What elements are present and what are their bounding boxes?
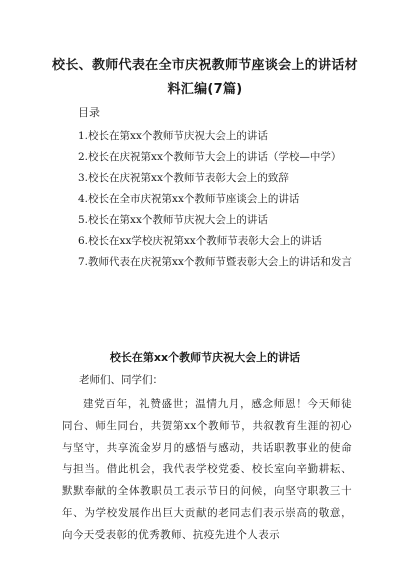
speech-greeting: 老师们、同学们：	[79, 374, 163, 386]
section-title: 校长在第xx个教师节庆祝大会上的讲话	[109, 351, 301, 364]
toc-item-4: 4.校长在全市庆祝第xx个教师节座谈会上的讲话	[78, 193, 300, 205]
table-of-contents	[62, 126, 362, 273]
toc-item-2: 2.校长在庆祝第xx个教师节大会上的讲话（学校—中学）	[78, 151, 342, 163]
toc-heading: 目录	[78, 106, 100, 119]
toc-item-5: 5.校长在第xx个教师节庆祝大会上的讲话	[78, 214, 268, 226]
toc-item-7: 7.教师代表在庆祝第xx个教师节暨表彰大会上的讲话和发言	[78, 256, 352, 268]
toc-item-6: 6.校长在xx学校庆祝第xx个教师节表彰大会上的讲话	[78, 235, 322, 247]
document-title: 校长、教师代表在全市庆祝教师节座谈会上的讲话材料汇编(7篇)	[52, 58, 358, 97]
speech-body-paragraph: 建党百年，礼赞盛世；温情九月，感念师恩！今天师徒同台、师生同台，共贺第xx个教师节，共叙教育生涯的初心与坚守，共享流金岁月的感悟与感动，共话职教事业的使命与担当。借此机会，我代表学校党委、校长室向辛勤耕耘、默默奉献的全体教职员工表示节日的问候，向坚守职教三十年、为学校发展作出巨大贡献的老同志们表示崇高的敬意，向今天受表彰的优秀教师、抗疫先进个人表示	[62, 398, 352, 541]
toc-item-3: 3.校长在庆祝第xx个教师节表彰大会上的致辞	[78, 172, 289, 184]
toc-item-1: 1.校长在第xx个教师节庆祝大会上的讲话	[78, 130, 268, 142]
